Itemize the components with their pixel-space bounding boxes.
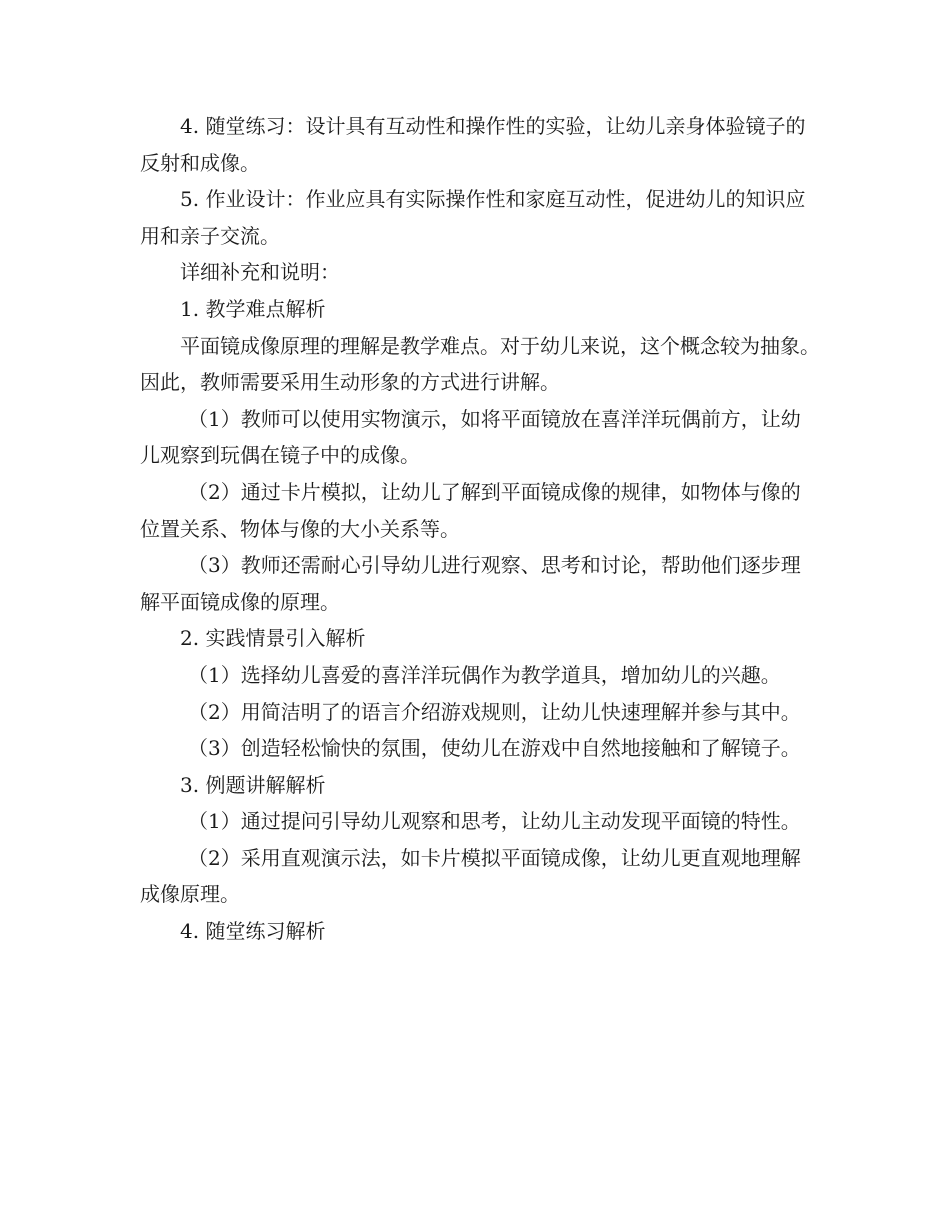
heading-difficulty-analysis: 1. 教学难点解析 — [180, 296, 326, 321]
heading-example-analysis: 3. 例题讲解解析 — [180, 772, 326, 797]
heading-practice-analysis: 4. 随堂练习解析 — [180, 919, 326, 944]
document-body — [140, 108, 820, 950]
list-item-scenario-1: （1）选择幼儿喜爱的喜洋洋玩偶作为教学道具，增加幼儿的兴趣。 — [188, 662, 781, 687]
list-item-difficulty-3: （3）教师还需耐心引导幼儿进行观察、思考和讨论，帮助他们逐步理解平面镜成像的原理。 — [140, 553, 801, 614]
heading-scenario-analysis: 2. 实践情景引入解析 — [180, 626, 366, 651]
paragraph-supplement-heading: 详细补充和说明： — [180, 260, 340, 285]
list-item-scenario-3: （3）创造轻松愉快的氛围，使幼儿在游戏中自然地接触和了解镜子。 — [188, 736, 801, 761]
paragraph-difficulty-intro: 平面镜成像原理的理解是教学难点。对于幼儿来说，这个概念较为抽象。因此，教师需要采用生动形象的方式进行讲解。 — [140, 333, 820, 395]
list-item-example-2: （2）采用直观演示法，如卡片模拟平面镜成像，让幼儿更直观地理解成像原理。 — [140, 845, 801, 907]
list-item-difficulty-2: （2）通过卡片模拟，让幼儿了解到平面镜成像的规律，如物体与像的位置关系、物体与像的大小关系等。 — [140, 479, 801, 541]
paragraph-practice-design: 4. 随堂练习：设计具有互动性和操作性的实验，让幼儿亲身体验镜子的反射和成像。 — [140, 114, 806, 175]
list-item-scenario-2: （2）用简洁明了的语言介绍游戏规则，让幼儿快速理解并参与其中。 — [188, 699, 801, 724]
paragraph-homework-design: 5. 作业设计：作业应具有实际操作性和家庭互动性，促进幼儿的知识应用和亲子交流。 — [140, 187, 806, 248]
list-item-example-1: （1）通过提问引导幼儿观察和思考，让幼儿主动发现平面镜的特性。 — [188, 809, 801, 834]
list-item-difficulty-1: （1）教师可以使用实物演示，如将平面镜放在喜洋洋玩偶前方，让幼儿观察到玩偶在镜子中的成像。 — [140, 406, 801, 468]
